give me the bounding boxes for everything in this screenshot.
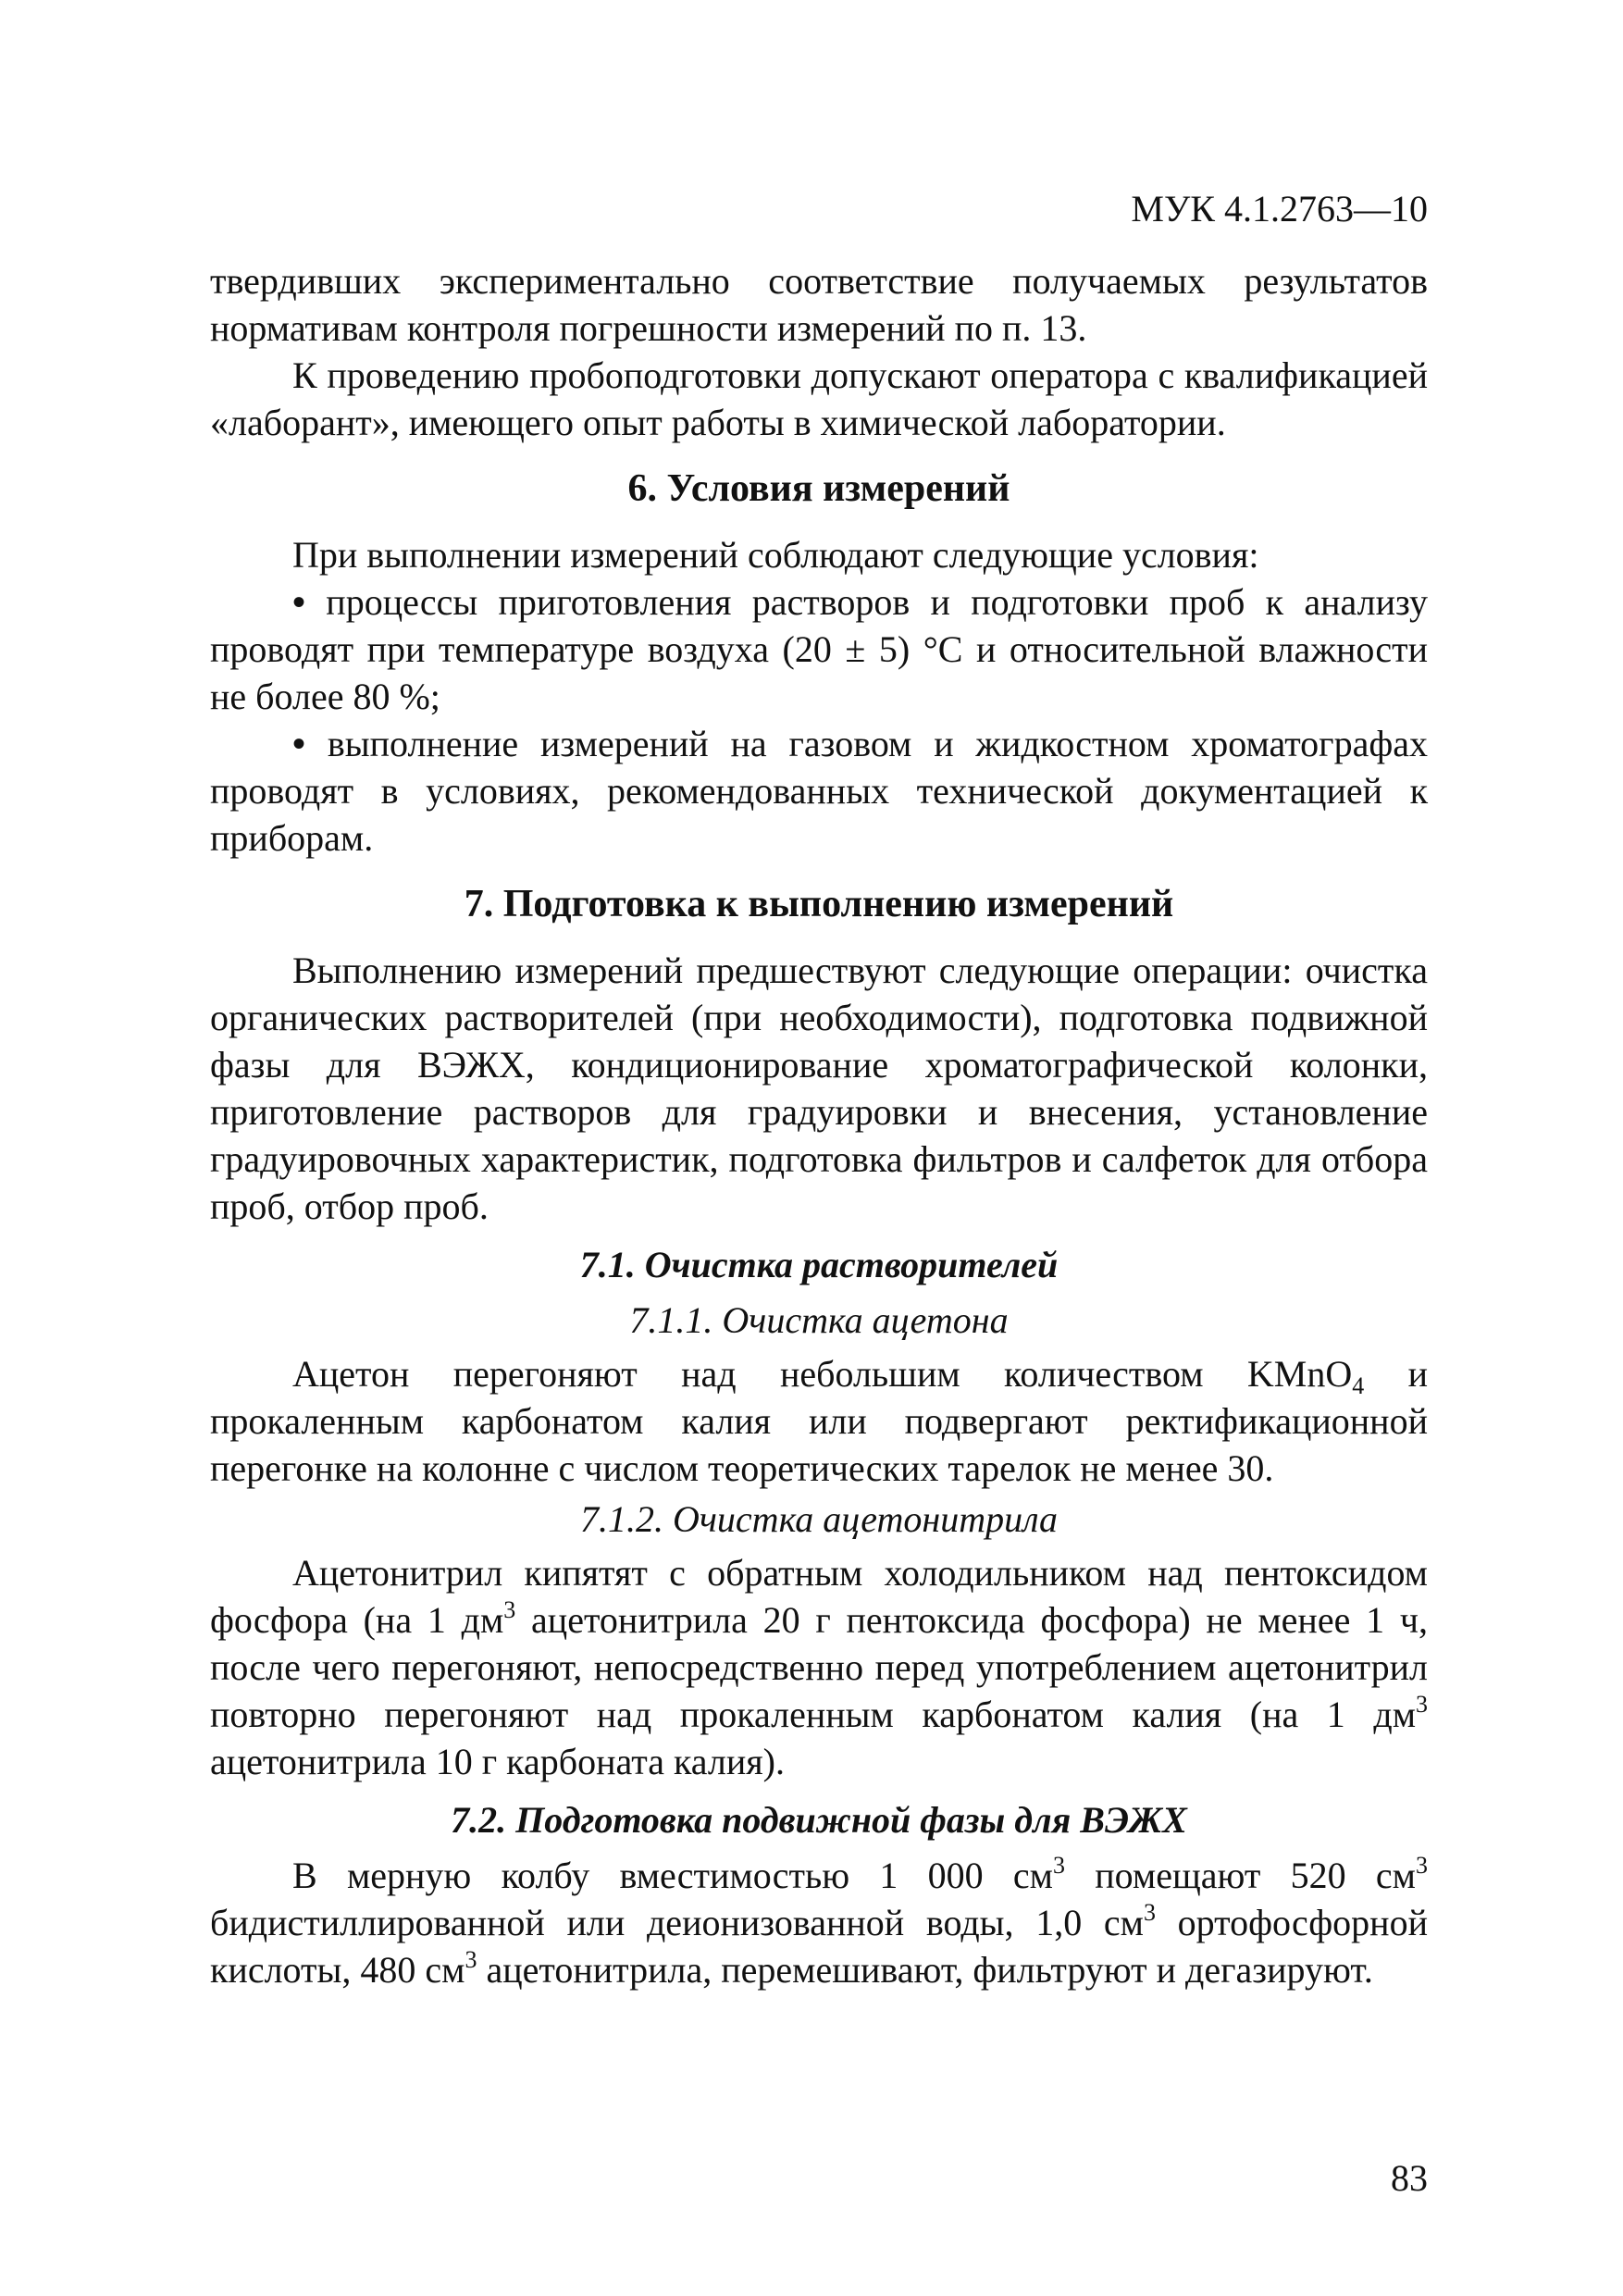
paragraph-mobile-phase: В мерную колбу вместимостью 1 000 $см^3$ помещают 520 $см^3$ бидистиллированной или деионизованной воды, 1,0 $см^3$ ортофосфорной кислоты, 480 $см^3$ ацетонитрила, перемешивают, фильтруют и дегазируют. xyxy=(210,1852,1428,1991)
paragraph-acetonitrile-purification: Ацетонитрил кипятят с обратным холодильником над пентоксидом фосфора (на 1 $дм^3$ ацетонитрила 20 г пентоксида фосфора) не менее 1 ч, после чего перегоняют, непосредственно перед употреблением ацетонитрил повторно перегоняют над прокаленным карбонатом калия (на 1 $дм^3$ ацетонитрила 10 г карбоната калия). xyxy=(210,1552,1428,1782)
section-heading-6: 6. Условия измерений xyxy=(627,467,1010,510)
bullet-icon: • xyxy=(292,581,306,623)
bullet-icon: • xyxy=(292,723,306,764)
document-page xyxy=(210,185,1428,1993)
subsection-heading-7-2: 7.2. Подготовка подвижной фазы для ВЭЖХ xyxy=(451,1799,1187,1841)
paragraph-acetone-purification: Ацетон перегоняют над небольшим количеством KMnO$_4$ и прокаленным карбонатом калия или подвергают ректификационной перегонке на колонне с числом теоретических тарелок не менее 30. xyxy=(210,1353,1428,1489)
subsection-heading-7-1-1: 7.1.1. Очистка ацетона xyxy=(629,1299,1009,1341)
subsection-heading-7-1: 7.1. Очистка растворителей xyxy=(579,1244,1059,1285)
section-heading-7: 7. Подготовка к выполнению измерений xyxy=(464,883,1174,925)
paragraph-continuation: твердивших экспериментально соответствие получаемых результатов нормативам контроля погрешности измерений по п. 13. xyxy=(210,260,1428,349)
paragraph-preparation-operations: Выполнению измерений предшествуют следующие операции: очистка органических растворителей (при необходимости), подготовка подвижной фазы для ВЭЖХ, кондиционирование хроматографической колонки, приготовление растворов для градуировки и внесения, установление градуировочных характеристик, подготовка фильтров и салфеток для отбора проб, отбор проб. xyxy=(210,949,1428,1227)
paragraph-conditions-lead: При выполнении измерений соблюдают следующие условия: xyxy=(292,534,1259,576)
bullet-text: процессы приготовления растворов и подготовки проб к анализу проводят при температуре воздуха (20 ± 5) °С и относительной влажности не более 80 %; xyxy=(210,581,1428,717)
running-title: МУК 4.1.2763—10 xyxy=(1131,188,1428,230)
bullet-item xyxy=(210,720,1428,862)
page-number: 83 xyxy=(1391,2157,1428,2199)
paragraph-operator-qualification: К проведению пробоподготовки допускают оператора с квалификацией «лаборант», имеющего опыт работы в химической лаборатории. xyxy=(210,354,1428,443)
bullet-text: выполнение измерений на газовом и жидкостном хроматографах проводят в условиях, рекомендованных технической документацией к приборам. xyxy=(210,723,1429,859)
subsection-heading-7-1-2: 7.1.2. Очистка ацетонитрила xyxy=(579,1498,1059,1540)
bullet-item xyxy=(210,578,1428,720)
